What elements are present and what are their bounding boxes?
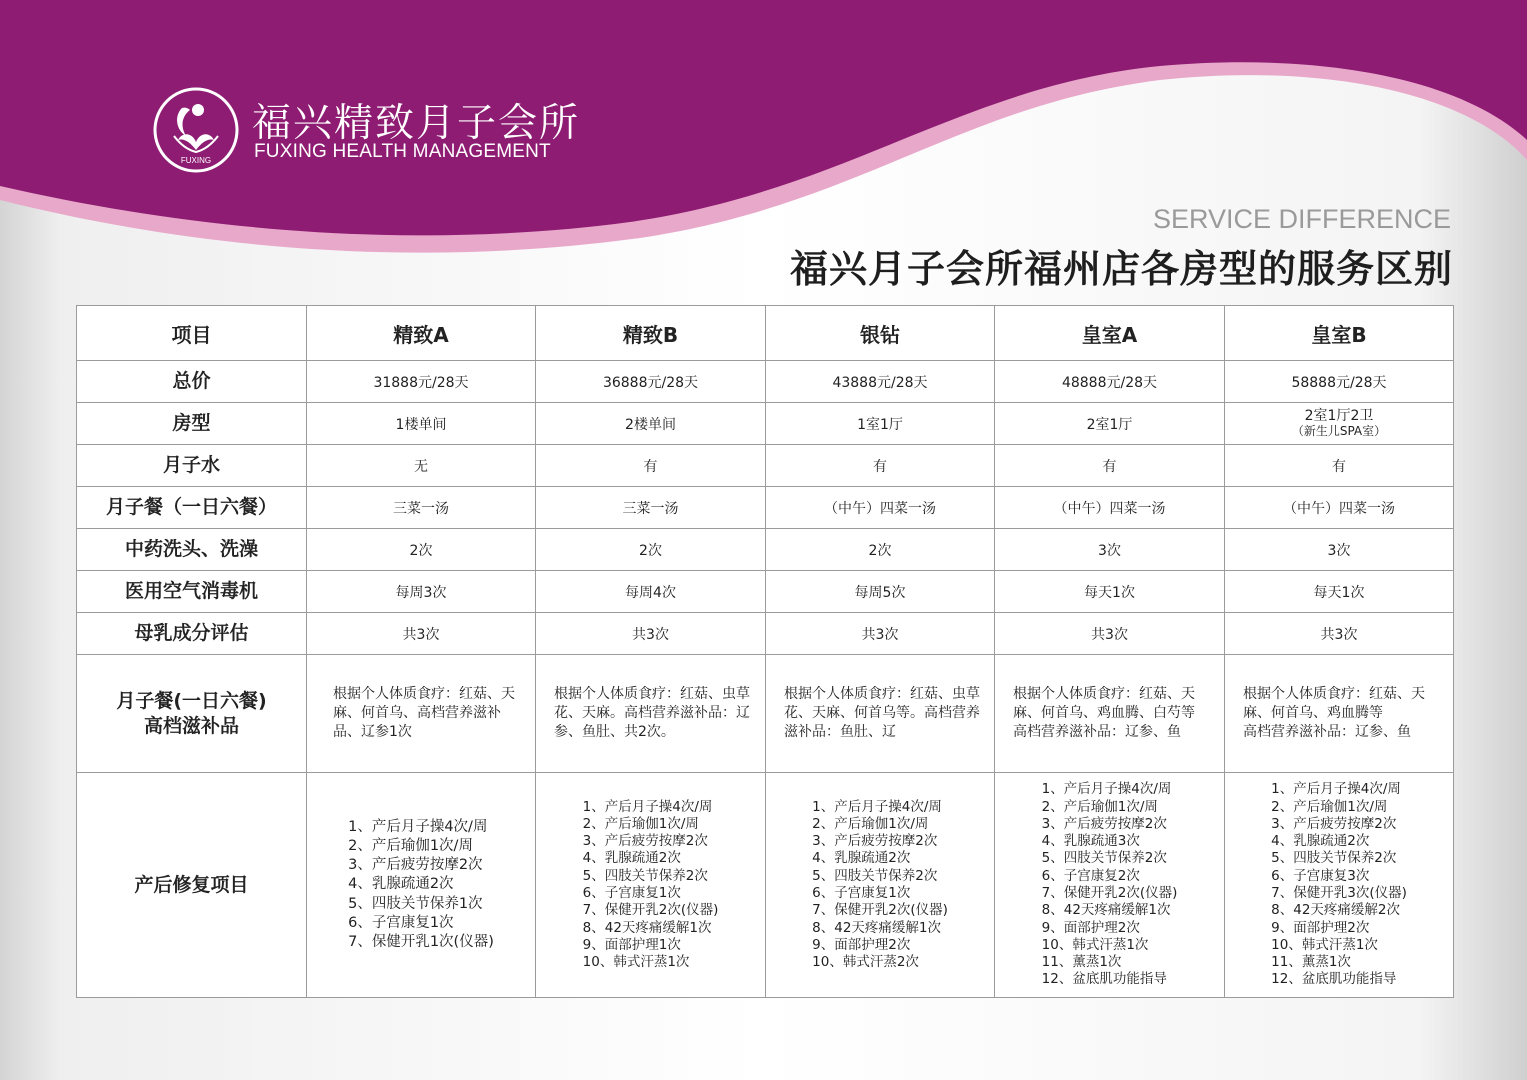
table-cell: 共3次 [307, 613, 536, 655]
list-item: 4、乳腺疏通2次 [1271, 833, 1370, 850]
list-item: 6、子宫康复1次 [812, 885, 911, 901]
list-item: 9、面部护理1次 [582, 936, 681, 953]
list-item: 3、产后疲劳按摩2次 [1041, 815, 1167, 832]
table-cell: 共3次 [995, 613, 1225, 655]
row-label-line: 月子餐(一日六餐) [116, 689, 267, 712]
list-item: 5、四肢关节保养2次 [582, 867, 708, 884]
list-item: 6、子宫康复1次 [348, 914, 454, 931]
table-cell: 3次 [995, 529, 1225, 571]
list-item: 1、产后月子操4次/周 [582, 798, 713, 815]
list-item: 7、保健开乳2次(仪器) [812, 902, 948, 919]
table-cell: 每周5次 [766, 571, 995, 613]
row-label: 中药洗头、洗澡 [77, 529, 307, 571]
table-cell: 有 [995, 445, 1225, 487]
list-item: 2、产后瑜伽1次/周 [812, 815, 929, 832]
list-item: 8、42天疼痛缓解1次 [582, 919, 712, 936]
table-cell [1225, 403, 1454, 445]
list-item: 11、薰蒸1次 [1041, 954, 1122, 971]
table-cell: 根据个人体质食疗：红菇、天麻、何首乌、高档营养滋补品、辽参1次 [307, 655, 536, 773]
room-type-value: 2室1厅2卫 [1304, 408, 1374, 425]
table-cell: 三菜一汤 [536, 487, 766, 529]
table-cell: 每周3次 [307, 571, 536, 613]
recovery-list [348, 818, 494, 952]
header-cell-item: 项目 [77, 306, 307, 361]
list-item: 8、42天疼痛缓解1次 [1041, 902, 1171, 919]
row-label-line: 高档滋补品 [143, 714, 239, 737]
table-row [77, 571, 1454, 613]
row-label: 月子水 [77, 445, 307, 487]
list-item: 5、四肢关节保养2次 [812, 867, 938, 884]
header-cell-huangshi-b: 皇室B [1225, 306, 1454, 361]
table-cell: 每天1次 [995, 571, 1225, 613]
list-item: 4、乳腺疏通2次 [812, 850, 911, 867]
brand-name-en: FUXING HEALTH MANAGEMENT [254, 141, 551, 162]
table-cell: 根据个人体质食疗：红菇、天麻、何首乌、鸡血腾、白芍等 高档营养滋补品：辽参、鱼 [995, 655, 1225, 773]
list-item: 2、产后瑜伽1次/周 [348, 838, 473, 855]
table-cell: 根据个人体质食疗：红菇、天麻、何首乌、鸡血腾等 高档营养滋补品：辽参、鱼 [1225, 655, 1454, 773]
list-item: 5、四肢关节保养2次 [1041, 850, 1167, 867]
table-row [77, 529, 1454, 571]
page-title: 福兴月子会所福州店各房型的服务区别 [789, 247, 1453, 291]
table-cell: 根据个人体质食疗：红菇、虫草花、天麻、何首乌等。高档营养滋补品：鱼肚、辽 [766, 655, 995, 773]
service-comparison-table [76, 305, 1454, 998]
list-item: 12、盆底肌功能指导 [1271, 971, 1397, 988]
table-row-recovery [77, 773, 1454, 998]
recovery-list [1271, 781, 1407, 988]
header-cell-jingzhi-a: 精致A [307, 306, 536, 361]
list-item: 6、子宫康复3次 [1271, 867, 1370, 884]
table-cell: 3次 [1225, 529, 1454, 571]
brand-name-cn: 福兴精致月子会所 [252, 101, 581, 146]
row-label: 母乳成分评估 [77, 613, 307, 655]
list-item: 10、韩式汗蒸1次 [582, 954, 690, 971]
list-item: 9、面部护理2次 [812, 936, 911, 953]
table-cell: 2次 [307, 529, 536, 571]
list-item: 8、42天疼痛缓解1次 [812, 919, 941, 936]
list-item: 2、产后瑜伽1次/周 [1271, 798, 1388, 815]
row-label: 医用空气消毒机 [77, 571, 307, 613]
list-item: 1、产后月子操4次/周 [1271, 781, 1401, 798]
table-cell: 48888元/28天 [995, 361, 1225, 403]
table-cell: 有 [1225, 445, 1454, 487]
table-row [77, 487, 1454, 529]
table-cell: 共3次 [766, 613, 995, 655]
table-cell: （中午）四菜一汤 [766, 487, 995, 529]
table-cell [307, 773, 536, 998]
table-cell [536, 773, 766, 998]
table-cell [995, 773, 1225, 998]
table-cell: 无 [307, 445, 536, 487]
table-cell: 三菜一汤 [307, 487, 536, 529]
table-cell: 共3次 [536, 613, 766, 655]
list-item: 9、面部护理2次 [1041, 919, 1140, 936]
table-cell: 每天1次 [1225, 571, 1454, 613]
row-label [77, 655, 307, 773]
list-item: 4、乳腺疏通2次 [348, 876, 454, 893]
table-cell: 1楼单间 [307, 403, 536, 445]
table-cell: 2次 [536, 529, 766, 571]
recovery-list [1042, 781, 1178, 988]
table-cell: 31888元/28天 [307, 361, 536, 403]
table-cell: 2楼单间 [536, 403, 766, 445]
list-item: 9、面部护理2次 [1271, 919, 1370, 936]
table-cell: （中午）四菜一汤 [995, 487, 1225, 529]
list-item: 3、产后疲劳按摩2次 [812, 833, 938, 850]
list-item: 8、42天疼痛缓解2次 [1271, 902, 1400, 919]
table-cell: 2次 [766, 529, 995, 571]
header-cell-yinzuan: 银钻 [766, 306, 995, 361]
table-cell: （中午）四菜一汤 [1225, 487, 1454, 529]
logo-text: FUXING [180, 156, 212, 165]
heading-en: SERVICE DIFFERENCE [1152, 204, 1451, 234]
list-item: 11、薰蒸1次 [1271, 954, 1351, 971]
table-row [77, 403, 1454, 445]
list-item: 1、产后月子操4次/周 [1041, 781, 1172, 798]
recovery-list [812, 799, 948, 972]
list-item: 2、产后瑜伽1次/周 [582, 815, 699, 832]
list-item: 12、盆底肌功能指导 [1041, 971, 1167, 988]
recovery-list [583, 799, 719, 972]
table-row [77, 445, 1454, 487]
list-item: 7、保健开乳3次(仪器) [1271, 885, 1407, 901]
list-item: 5、四肢关节保养1次 [348, 895, 483, 912]
list-item: 3、产后疲劳按摩2次 [348, 857, 483, 874]
table-cell: 根据个人体质食疗：红菇、虫草花、天麻。高档营养滋补品：辽参、鱼肚、共2次。 [536, 655, 766, 773]
table-cell: 有 [536, 445, 766, 487]
table-row-supplement [77, 655, 1454, 773]
table-cell: 1室1厅 [766, 403, 995, 445]
table-cell: 有 [766, 445, 995, 487]
list-item: 10、韩式汗蒸2次 [812, 954, 919, 971]
table-row [77, 613, 1454, 655]
row-label: 月子餐（一日六餐） [77, 487, 307, 529]
table-cell: 2室1厅 [995, 403, 1225, 445]
list-item: 6、子宫康复2次 [1041, 867, 1140, 884]
list-item: 3、产后疲劳按摩2次 [1271, 815, 1397, 832]
list-item: 6、子宫康复1次 [582, 885, 681, 901]
row-label: 总价 [77, 361, 307, 403]
table-header-row [77, 306, 1454, 361]
table-cell: 每周4次 [536, 571, 766, 613]
list-item: 5、四肢关节保养2次 [1271, 850, 1397, 867]
list-item: 4、乳腺疏通2次 [582, 850, 681, 867]
list-item: 1、产后月子操4次/周 [348, 819, 488, 836]
table-cell: 共3次 [1225, 613, 1454, 655]
list-item: 1、产后月子操4次/周 [812, 798, 942, 815]
table-cell: 58888元/28天 [1225, 361, 1454, 403]
list-item: 4、乳腺疏通3次 [1041, 833, 1140, 850]
list-item: 3、产后疲劳按摩2次 [582, 833, 708, 850]
table-cell: 36888元/28天 [536, 361, 766, 403]
list-item: 2、产后瑜伽1次/周 [1041, 798, 1158, 815]
table-cell [1225, 773, 1454, 998]
table-cell [766, 773, 995, 998]
row-label: 产后修复项目 [77, 773, 307, 998]
header-cell-huangshi-a: 皇室A [995, 306, 1225, 361]
table-row [77, 361, 1454, 403]
table-cell: 43888元/28天 [766, 361, 995, 403]
list-item: 7、保健开乳2次(仪器) [582, 902, 719, 919]
list-item: 10、韩式汗蒸1次 [1041, 936, 1149, 953]
list-item: 10、韩式汗蒸1次 [1271, 936, 1378, 953]
row-label: 房型 [77, 403, 307, 445]
room-type-note: （新生儿SPA室） [1291, 423, 1387, 438]
list-item: 7、保健开乳1次(仪器) [348, 933, 494, 950]
list-item: 7、保健开乳2次(仪器) [1041, 885, 1178, 901]
header-cell-jingzhi-b: 精致B [536, 306, 766, 361]
logo-icon [152, 86, 240, 174]
